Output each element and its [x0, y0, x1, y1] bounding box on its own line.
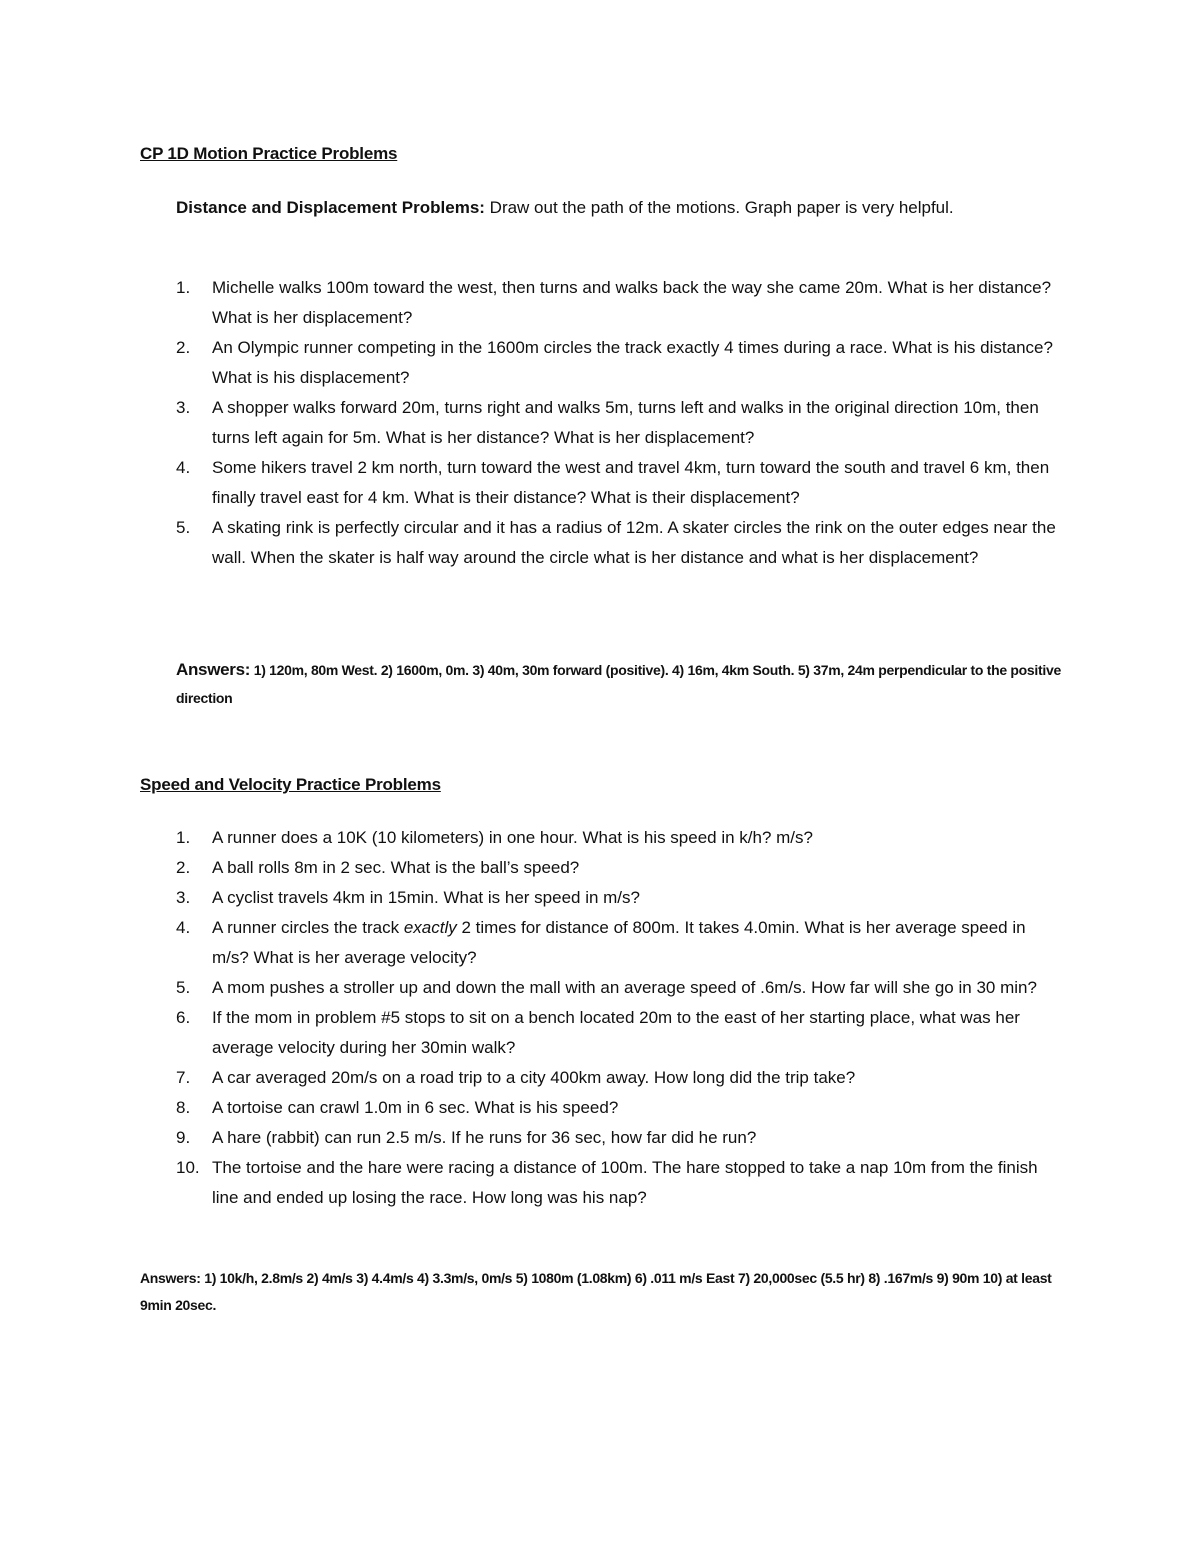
problem-number: 3.	[176, 398, 191, 417]
answers-label: Answers:	[176, 660, 251, 679]
problem-text: A hare (rabbit) can run 2.5 m/s. If he runs for 36 sec, how far did he run?	[212, 1128, 757, 1147]
list-item	[176, 333, 1056, 393]
problem-number: 4.	[176, 458, 191, 477]
problem-number: 7.	[176, 1068, 191, 1087]
document-title: CP 1D Motion Practice Problems	[140, 144, 398, 163]
problem-text: Michelle walks 100m toward the west, then turns and walks back the way she came 20m. What is her distance? What is her displacement?	[212, 278, 1052, 327]
list-item	[176, 1123, 1056, 1153]
list-item	[176, 453, 1056, 513]
speed-answers: Answers: 1) 10k/h, 2.8m/s 2) 4m/s 3) 4.4m/s 4) 3.3m/s, 0m/s 5) 1080m (1.08km) 6) .011 m/s East 7) 20,000sec (5.5 hr) 8) .167m/s 9) 90m 10) at least 9min 20sec.	[140, 1270, 1052, 1313]
distance-section-heading: Distance and Displacement Problems:	[176, 198, 485, 217]
list-item	[176, 1003, 1056, 1063]
problem-text	[212, 918, 1026, 967]
list-item	[176, 1093, 1056, 1123]
problem-text: A tortoise can crawl 1.0m in 6 sec. What is his speed?	[212, 1098, 619, 1117]
list-item	[176, 913, 1056, 973]
problem-number: 5.	[176, 978, 191, 997]
distance-intro	[176, 193, 1056, 223]
problem-text: A skating rink is perfectly circular and it has a radius of 12m. A skater circles the rink on the outer edges near the wall. When the skater is half way around the circle what is her distance and what is her displacement?	[212, 518, 1056, 567]
list-item	[176, 1063, 1056, 1093]
list-item	[176, 1153, 1056, 1213]
problem-number: 5.	[176, 518, 191, 537]
problem-number: 6.	[176, 1008, 191, 1027]
problem-text-part: A runner circles the track	[212, 918, 404, 937]
problem-text: Some hikers travel 2 km north, turn toward the west and travel 4km, turn toward the south and travel 6 km, then finally travel east for 4 km. What is their distance? What is their displacement?	[212, 458, 1050, 507]
distance-instructions: Draw out the path of the motions. Graph paper is very helpful.	[484, 198, 954, 217]
problem-text: A mom pushes a stroller up and down the mall with an average speed of .6m/s. How far will she go in 30 min?	[212, 978, 1037, 997]
problem-number: 1.	[176, 278, 191, 297]
list-item	[176, 513, 1056, 573]
list-item	[176, 853, 1056, 883]
distance-answers	[176, 656, 1066, 712]
problem-text: If the mom in problem #5 stops to sit on a bench located 20m to the east of her starting place, what was her average velocity during her 30min walk?	[212, 1008, 1020, 1057]
speed-section-heading: Speed and Velocity Practice Problems	[140, 775, 441, 794]
problem-number: 10.	[176, 1158, 200, 1177]
problem-text: A shopper walks forward 20m, turns right and walks 5m, turns left and walks in the original direction 10m, then turns left again for 5m. What is her distance? What is her displacement?	[212, 398, 1039, 447]
list-item	[176, 973, 1056, 1003]
answers-text: 1) 120m, 80m West. 2) 1600m, 0m. 3) 40m, 30m forward (positive). 4) 16m, 4km South. 5) 37m, 24m perpendicular to the positive direction	[176, 662, 1061, 706]
problem-text: A runner does a 10K (10 kilometers) in one hour. What is his speed in k/h? m/s?	[212, 828, 813, 847]
problem-number: 2.	[176, 338, 191, 357]
problem-number: 9.	[176, 1128, 191, 1147]
distance-problem-list	[176, 273, 1056, 573]
problem-number: 4.	[176, 918, 191, 937]
problem-number: 3.	[176, 888, 191, 907]
problem-text: An Olympic runner competing in the 1600m circles the track exactly 4 times during a race. What is his distance? What is his displacement?	[212, 338, 1053, 387]
problem-number: 2.	[176, 858, 191, 877]
list-item	[176, 393, 1056, 453]
problem-text-part: 2 times for distance of 800m. It takes 4.0min. What is her average speed in m/s? What is her average velocity?	[212, 918, 1026, 967]
problem-text: A cyclist travels 4km in 15min. What is her speed in m/s?	[212, 888, 640, 907]
problem-text: A ball rolls 8m in 2 sec. What is the ball’s speed?	[212, 858, 580, 877]
list-item	[176, 823, 1056, 853]
problem-text: A car averaged 20m/s on a road trip to a city 400km away. How long did the trip take?	[212, 1068, 856, 1087]
problem-number: 8.	[176, 1098, 191, 1117]
problem-number: 1.	[176, 828, 191, 847]
list-item	[176, 883, 1056, 913]
list-item	[176, 273, 1056, 333]
speed-problem-list	[176, 823, 1056, 1213]
problem-text: The tortoise and the hare were racing a distance of 100m. The hare stopped to take a nap 10m from the finish line and ended up losing the race. How long was his nap?	[212, 1158, 1038, 1207]
emphasis-text: exactly	[403, 918, 457, 937]
